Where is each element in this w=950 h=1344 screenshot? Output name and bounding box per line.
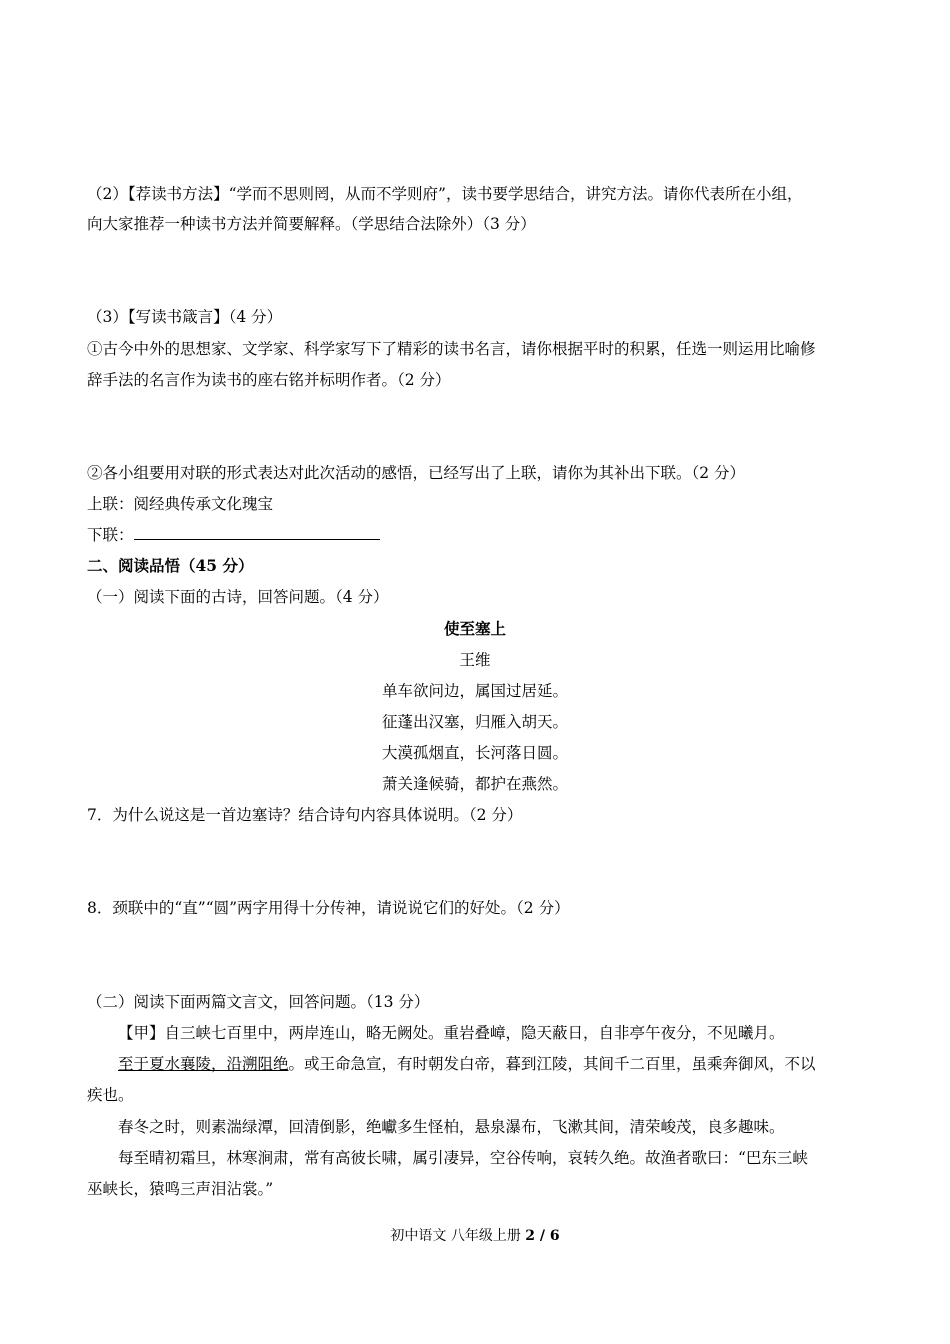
poem-author: 王维 [459, 651, 491, 669]
q2-line-2: 向大家推荐一种读书方法并简要解释。（学思结合法除外）（3 分） [87, 215, 536, 233]
lower-couplet [87, 524, 380, 546]
poem-line: 征蓬出汉塞，归雁入胡天。 [381, 713, 568, 731]
footer-text: 初中语文 八年级上册 [390, 1228, 526, 1244]
passage-text: 。或王命急宣，有时朝发白帝，暮到江陵，其间千二百里，虽乘奔御风，不以 [288, 1055, 816, 1073]
q3-sub1-line-2: 辞手法的名言作为读书的座右铭并标明作者。（2 分） [87, 371, 451, 389]
passage-paragraph-cont: 巫峡长，猿鸣三声泪沾裳。” [87, 1180, 274, 1198]
lower-couplet-label: 下联： [87, 526, 134, 544]
answer-blank[interactable] [134, 525, 380, 540]
part-1-heading: （一）阅读下面的古诗，回答问题。（4 分） [87, 588, 389, 606]
poem-title: 使至塞上 [443, 619, 506, 638]
passage-paragraph: 春冬之时，则素湍绿潭，回清倒影，绝巘多生怪柏，悬泉瀑布，飞漱其间，清荣峻茂，良多趣味。 [118, 1118, 785, 1136]
q2-line-1: （2）【荐读书方法】“学而不思则罔，从而不学则府”，读书要学思结合，讲究方法。请你代表所在小组， [87, 185, 803, 203]
underlined-sentence: 至于夏水襄陵，沿溯阻绝 [118, 1055, 289, 1073]
passage-paragraph: 【甲】自三峡七百里中，两岸连山，略无阙处。重岩叠嶂，隐天蔽日，自非亭午夜分，不见曦月。 [118, 1024, 785, 1042]
question-8: 8．颈联中的“直”“圆”两字用得十分传神，请说说它们的好处。（2 分） [87, 899, 570, 917]
poem-line: 单车欲问边，属国过居延。 [381, 682, 568, 700]
poem-line: 大漠孤烟直，长河落日圆。 [381, 744, 568, 762]
question-7: 7．为什么说这是一首边塞诗？结合诗句内容具体说明。（2 分） [87, 806, 523, 824]
q3-sub2-line-1: ②各小组要用对联的形式表达对此次活动的感悟，已经写出了上联，请你为其补出下联。（2 分） [87, 464, 746, 482]
poem-line: 萧关逢候骑，都护在燕然。 [381, 775, 568, 793]
passage-paragraph: 每至晴初霜旦，林寒涧肃，常有高彼长啸，属引凄异，空谷传响，哀转久绝。故渔者歌曰：“巴东三峡 [118, 1149, 808, 1167]
page-number: 2 / 6 [525, 1228, 560, 1244]
page-footer [0, 1226, 950, 1246]
upper-couplet: 上联：阅经典传承文化瑰宝 [87, 495, 274, 513]
passage-paragraph-cont: 疾也。 [87, 1086, 134, 1104]
section-2-heading: 二、阅读品悟（45 分） [87, 556, 254, 575]
passage-paragraph [118, 1053, 816, 1075]
q3-sub1-line-1: ①古今中外的思想家、文学家、科学家写下了精彩的读书名言，请你根据平时的积累，任选一则运用比喻修 [87, 340, 816, 358]
part-2-heading: （二）阅读下面两篇文言文，回答问题。（13 分） [87, 993, 430, 1011]
q3-heading: （3）【写读书箴言】（4 分） [87, 308, 283, 326]
